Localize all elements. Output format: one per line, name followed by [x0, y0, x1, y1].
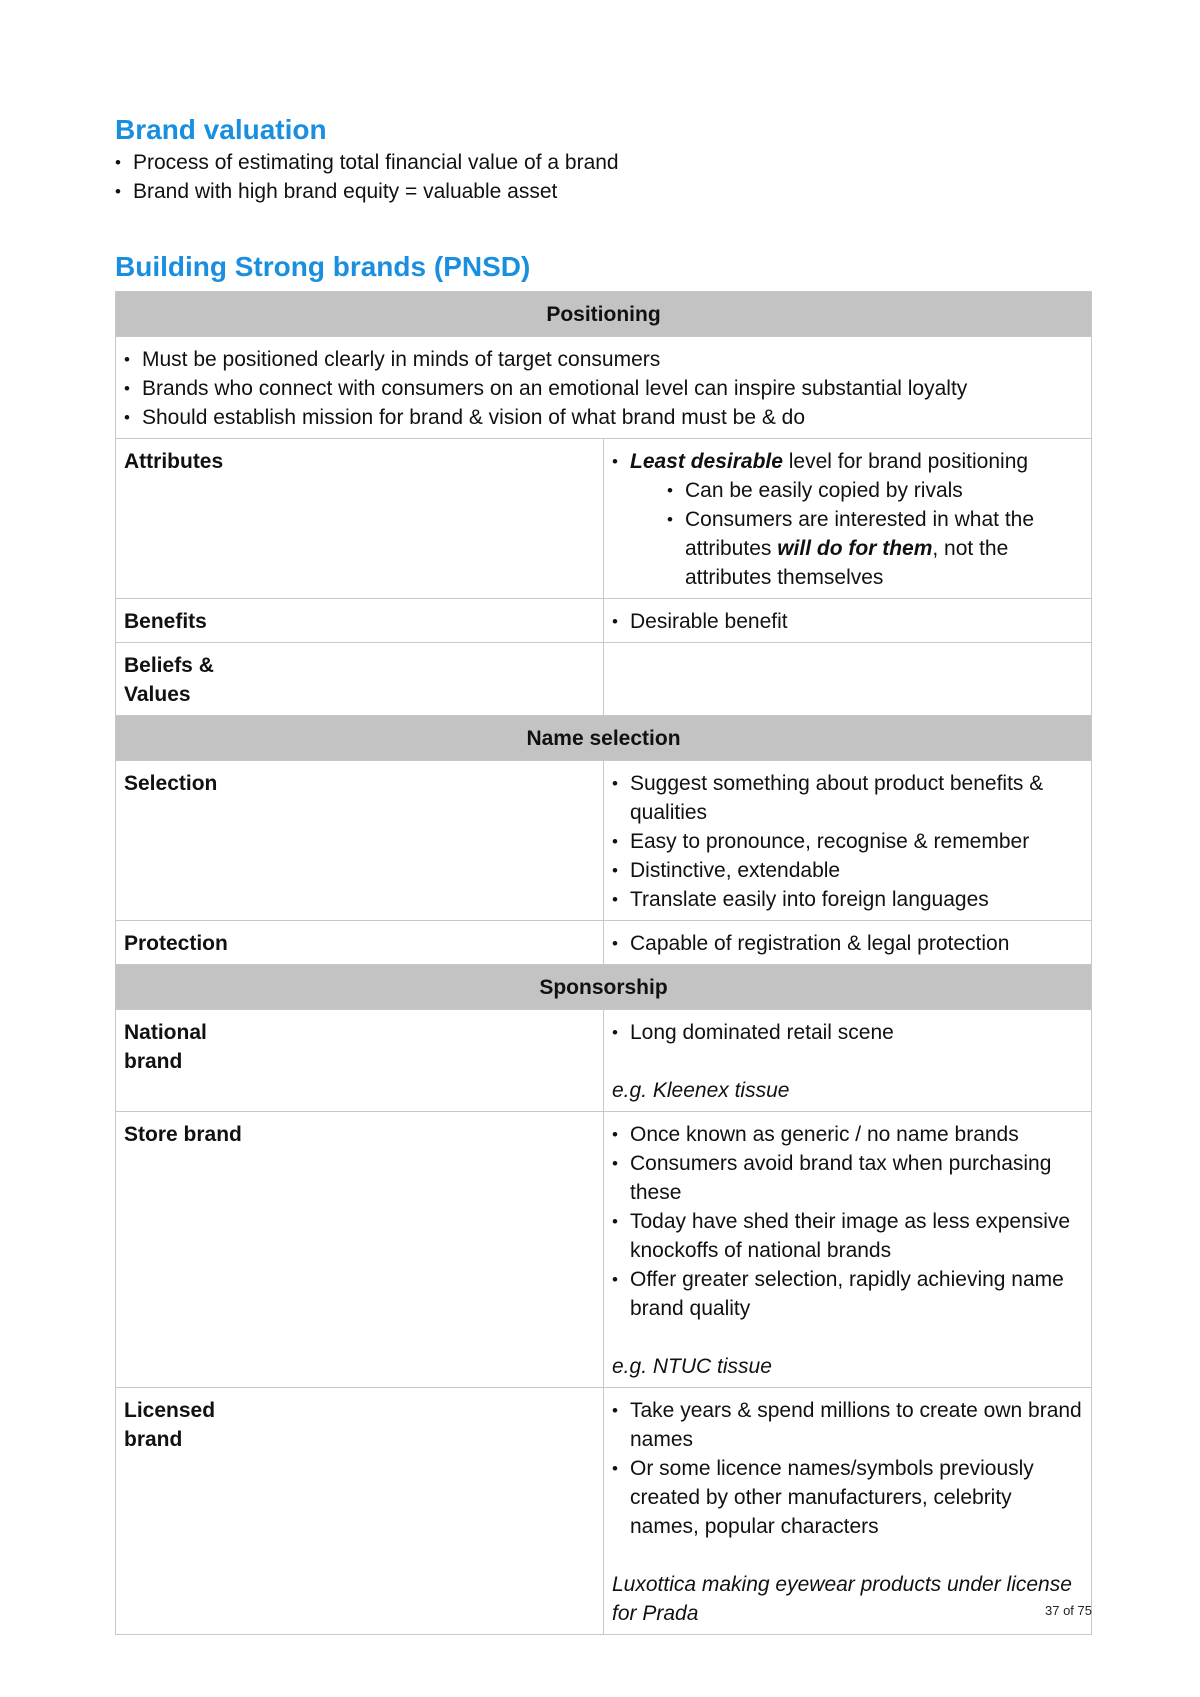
- attributes-list: [612, 447, 1083, 476]
- benefits-content: [604, 599, 1092, 643]
- label-line: brand: [124, 1050, 183, 1073]
- licensed-brand-content: [604, 1388, 1092, 1635]
- protection-content: [604, 921, 1092, 965]
- positioning-bullets: [124, 345, 1083, 432]
- label-line: Licensed: [124, 1399, 216, 1422]
- attributes-sub-list: [612, 476, 1083, 592]
- label-line: National: [124, 1021, 207, 1044]
- list-item: • Should establish mission for brand & vision of what brand must be & do: [124, 403, 1083, 432]
- table-row: [116, 643, 1092, 716]
- page-number: 37 of 75: [1045, 1603, 1092, 1618]
- licensed-brand-example: Luxottica making eyewear products under license for Prada: [612, 1573, 1072, 1625]
- list-item: • Brand with high brand equity = valuable asset: [115, 177, 1092, 206]
- document-page: [115, 112, 1092, 1635]
- list-item: • Process of estimating total financial value of a brand: [115, 148, 1092, 177]
- positioning-header: Positioning: [116, 292, 1092, 337]
- store-brand-example: e.g. NTUC tissue: [612, 1355, 772, 1378]
- licensed-brand-label: [116, 1388, 604, 1635]
- list-item: • Once known as generic / no name brands: [612, 1120, 1083, 1149]
- store-brand-content: [604, 1112, 1092, 1388]
- list-item: • Easy to pronounce, recognise & remember: [612, 827, 1083, 856]
- will-do-for-them-emphasis: will do for them: [777, 537, 933, 560]
- sub-text: Consumers are interested in what the attributes: [685, 508, 1035, 560]
- beliefs-values-content: [604, 643, 1092, 716]
- attributes-content: [604, 439, 1092, 599]
- selection-label: Selection: [116, 761, 604, 921]
- brand-valuation-list: [115, 148, 1092, 206]
- list-item: • Suggest something about product benefits & qualities: [612, 769, 1083, 827]
- store-brand-list: [612, 1120, 1083, 1323]
- brand-valuation-heading: Brand valuation: [115, 114, 327, 145]
- table-row: [116, 439, 1092, 599]
- list-item: [612, 447, 1083, 476]
- list-item: • Consumers avoid brand tax when purchasing these: [612, 1149, 1083, 1207]
- list-item: • Desirable benefit: [612, 607, 1083, 636]
- list-item: [667, 505, 1083, 592]
- table-row: [116, 1112, 1092, 1388]
- national-brand-label: [116, 1010, 604, 1112]
- list-item: • Can be easily copied by rivals: [667, 476, 1083, 505]
- sponsorship-header: Sponsorship: [116, 965, 1092, 1010]
- protection-list: [612, 929, 1083, 958]
- benefits-list: [612, 607, 1083, 636]
- list-item: • Offer greater selection, rapidly achieving name brand quality: [612, 1265, 1083, 1323]
- list-item: • Today have shed their image as less expensive knockoffs of national brands: [612, 1207, 1083, 1265]
- attributes-label: Attributes: [116, 439, 604, 599]
- selection-list: [612, 769, 1083, 914]
- national-brand-content: [604, 1010, 1092, 1112]
- list-item: • Distinctive, extendable: [612, 856, 1083, 885]
- selection-content: [604, 761, 1092, 921]
- list-item: • Brands who connect with consumers on an emotional level can inspire substantial loyalty: [124, 374, 1083, 403]
- list-item: • Or some licence names/symbols previously created by other manufacturers, celebrity names, popular characters: [612, 1454, 1083, 1541]
- label-line: Values: [124, 683, 191, 706]
- positioning-overview-cell: [116, 337, 1092, 439]
- building-strong-brands-heading: Building Strong brands (PNSD): [115, 251, 531, 282]
- list-item: • Translate easily into foreign languages: [612, 885, 1083, 914]
- table-row: [116, 1010, 1092, 1112]
- name-selection-header: Name selection: [116, 716, 1092, 761]
- national-brand-list: [612, 1018, 1083, 1047]
- table-row: [116, 761, 1092, 921]
- table-row: [116, 1388, 1092, 1635]
- benefits-label: Benefits: [116, 599, 604, 643]
- sub-text: , not the attributes themselves: [685, 537, 1009, 589]
- national-brand-example: e.g. Kleenex tissue: [612, 1079, 790, 1102]
- store-brand-label: Store brand: [116, 1112, 604, 1388]
- attributes-main-text: level for brand positioning: [782, 450, 1029, 473]
- list-item: • Must be positioned clearly in minds of target consumers: [124, 345, 1083, 374]
- licensed-brand-list: [612, 1396, 1083, 1541]
- pnsd-table: [115, 291, 1092, 1635]
- label-line: brand: [124, 1428, 183, 1451]
- table-row: [116, 921, 1092, 965]
- protection-label: Protection: [116, 921, 604, 965]
- beliefs-values-label: [116, 643, 604, 716]
- list-item: • Long dominated retail scene: [612, 1018, 1083, 1047]
- least-desirable-emphasis: Least desirable: [630, 450, 783, 473]
- list-item: • Capable of registration & legal protection: [612, 929, 1083, 958]
- list-item: • Take years & spend millions to create own brand names: [612, 1396, 1083, 1454]
- table-row: [116, 599, 1092, 643]
- label-line: Beliefs &: [124, 654, 214, 677]
